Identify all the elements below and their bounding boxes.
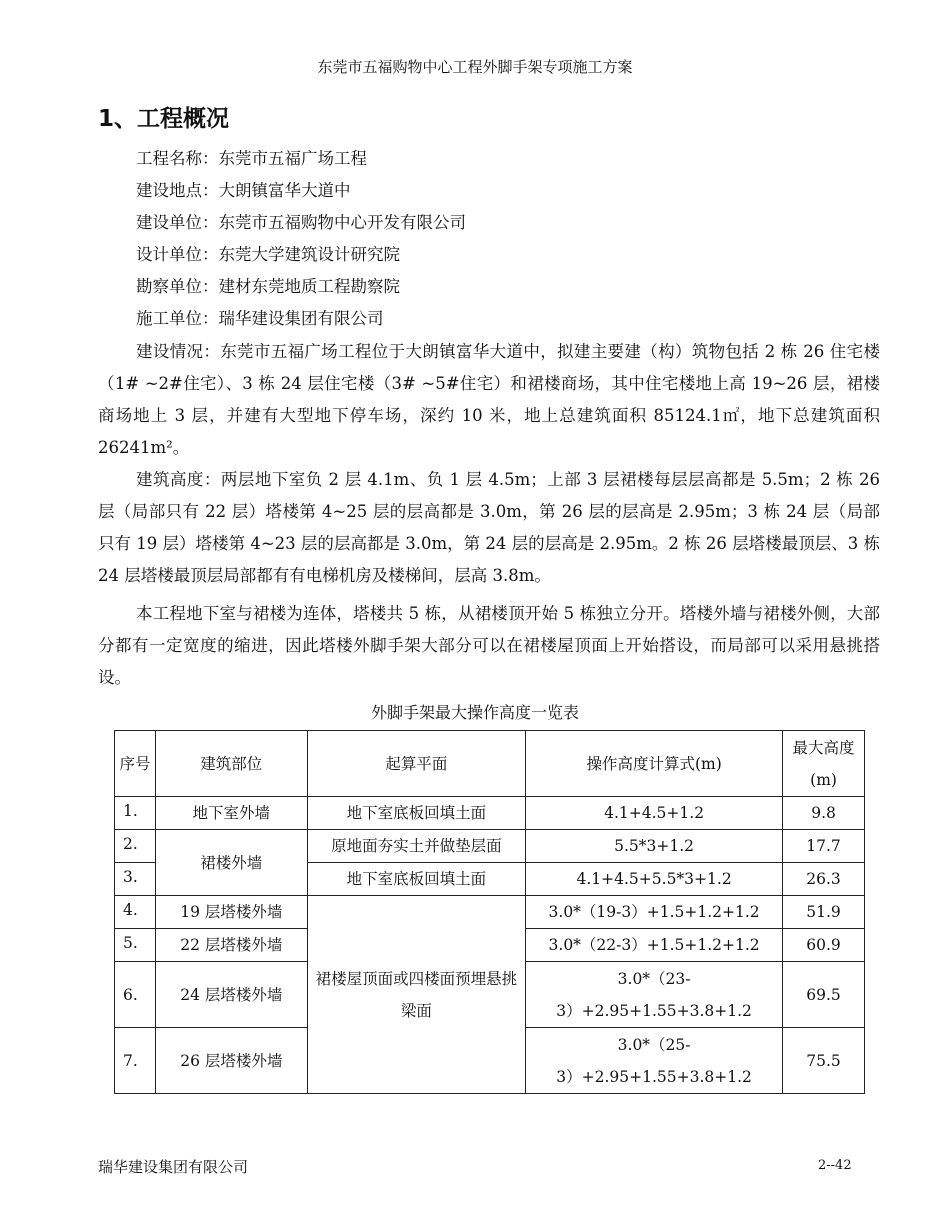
row-height: 17.7	[783, 830, 865, 863]
row-height: 69.5	[783, 962, 865, 1028]
row-height: 9.8	[783, 797, 865, 830]
info-designer: 设计单位：东莞大学建筑设计研究院	[136, 245, 400, 264]
row-part: 地下室外墙	[155, 797, 307, 830]
header-part: 建筑部位	[155, 731, 307, 797]
row-formula: 4.1+4.5+1.2	[526, 797, 783, 830]
table-caption: 外脚手架最大操作高度一览表	[370, 703, 579, 722]
row-no: 1.	[115, 797, 156, 830]
row-formula: 4.1+4.5+5.5*3+1.2	[526, 863, 783, 896]
table-row	[115, 797, 865, 830]
row-height: 51.9	[783, 896, 865, 929]
info-location: 建设地点：大朗镇富华大道中	[136, 181, 351, 200]
header-base: 起算平面	[307, 731, 526, 797]
row-part: 22 层塔楼外墙	[155, 929, 307, 962]
table-row	[115, 830, 865, 863]
scaffold-height-table	[114, 730, 865, 1094]
header-no: 序号	[115, 731, 156, 797]
footer-page-number: 2--42	[818, 1158, 852, 1173]
info-project-name: 工程名称：东莞市五福广场工程	[136, 149, 367, 168]
row-base: 原地面夯实土并做垫层面	[307, 830, 526, 863]
row-part: 24 层塔楼外墙	[155, 962, 307, 1028]
row-part: 26 层塔楼外墙	[155, 1028, 307, 1094]
section-title: 1、工程概况	[98, 106, 230, 132]
row-no: 4.	[115, 896, 156, 929]
row-base: 裙楼屋顶面或四楼面预埋悬挑梁面	[307, 896, 526, 1094]
info-contractor: 施工单位：瑞华建设集团有限公司	[136, 309, 384, 328]
paragraph-scaffold-overview: 本工程地下室与裙楼为连体，塔楼共 5 栋，从裙楼顶开始 5 栋独立分开。塔楼外墙与裙楼外侧，大部分都有一定宽度的缩进，因此塔楼外脚手架大部分可以在裙楼屋顶面上开始搭设，而局部可以采用悬挑搭设。	[98, 604, 880, 687]
page-header: 东莞市五福购物中心工程外脚手架专项施工方案	[317, 58, 633, 76]
row-formula: 3.0*（23-3）+2.95+1.55+3.8+1.2	[526, 962, 783, 1028]
row-height: 60.9	[783, 929, 865, 962]
row-formula: 3.0*（25-3）+2.95+1.55+3.8+1.2	[526, 1028, 783, 1094]
row-formula: 5.5*3+1.2	[526, 830, 783, 863]
footer-company: 瑞华建设集团有限公司	[98, 1158, 249, 1176]
row-formula: 3.0*（22-3）+1.5+1.2+1.2	[526, 929, 783, 962]
header-height: 最大高度(m)	[783, 731, 865, 797]
row-no: 6.	[115, 962, 156, 1028]
info-surveyor: 勘察单位：建材东莞地质工程勘察院	[136, 277, 400, 296]
paragraph-construction-status: 建设情况：东莞市五福广场工程位于大朗镇富华大道中，拟建主要建（构）筑物包括 2 栋 26 住宅楼（1# ~2#住宅）、3 栋 24 层住宅楼（3# ~5#住宅）和裙楼商场，其中住宅楼地上高 19~26 层，裙楼商场地上 3 层，并建有大型地下停车场，深约 10 米，地上总建筑面积 85124.1㎡，地下总建筑面积 26241m²。	[98, 342, 880, 457]
row-height: 26.3	[783, 863, 865, 896]
row-no: 7.	[115, 1028, 156, 1094]
row-no: 5.	[115, 929, 156, 962]
row-no: 3.	[115, 863, 156, 896]
table-header-row	[115, 731, 865, 797]
table-row	[115, 896, 865, 929]
row-part: 裙楼外墙	[155, 830, 307, 896]
info-developer: 建设单位：东莞市五福购物中心开发有限公司	[136, 213, 466, 232]
row-base: 地下室底板回填土面	[307, 863, 526, 896]
row-part: 19 层塔楼外墙	[155, 896, 307, 929]
row-no: 2.	[115, 830, 156, 863]
row-height: 75.5	[783, 1028, 865, 1094]
row-formula: 3.0*（19-3）+1.5+1.2+1.2	[526, 896, 783, 929]
header-formula: 操作高度计算式(m)	[526, 731, 783, 797]
row-base: 地下室底板回填土面	[307, 797, 526, 830]
paragraph-building-height: 建筑高度：两层地下室负 2 层 4.1m、负 1 层 4.5m；上部 3 层裙楼每层层高都是 5.5m；2 栋 26 层（局部只有 22 层）塔楼第 4~25 层的层高都是 3.0m，第 26 层的层高是 2.95m；3 栋 24 层（局部只有 19 层）塔楼第 4~23 层的层高都是 3.0m，第 24 层的层高是 2.95m。2 栋 26 层塔楼最顶层、3 栋 24 层塔楼最顶层局部都有有电梯机房及楼梯间，层高 3.8m。	[98, 470, 880, 585]
